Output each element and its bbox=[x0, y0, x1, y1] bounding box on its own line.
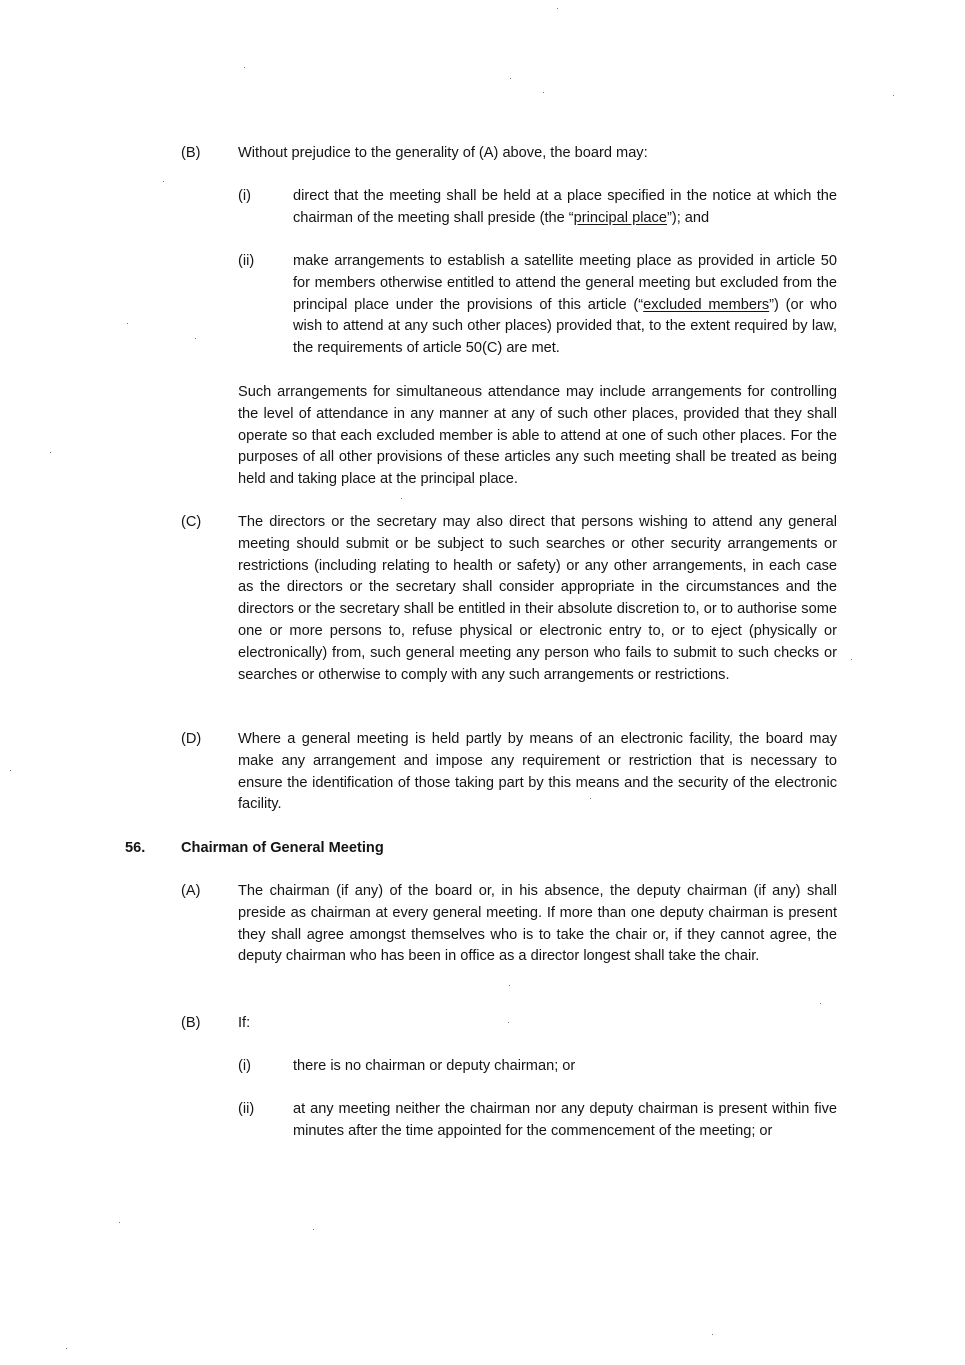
scan-speck bbox=[508, 1022, 509, 1023]
scan-speck bbox=[127, 323, 128, 324]
section-b-item-ii-pre: make arrangements to establish a satellite meeting place as provided in article 50 for members otherwise entitled to attend the general meeting but excluded from the principal place under the provisions of this article (“ bbox=[293, 253, 837, 313]
scan-speck bbox=[712, 1334, 713, 1335]
scan-speck bbox=[401, 498, 402, 499]
section-c-label: (C) bbox=[181, 514, 202, 530]
section-c-text: The directors or the secretary may also direct that persons wishing to attend any general meeting should submit or be subject to such searches or other security arrangements or restrictions (including relating to health or safety) or any other arrangements, in each case as the directors or the secretary shall consider appropriate in the circumstances and the directors or the secretary shall be entitled in their absolute discretion to, or to authorise some one or more persons to, refuse physical or electronic entry to, or to eject (physically or electronically) from, such general meeting any person who fails to submit to such checks or searches or otherwise to comply with any such arrangements or restrictions. bbox=[238, 514, 837, 683]
scan-speck bbox=[66, 1348, 67, 1349]
section-d-label: (D) bbox=[181, 731, 202, 747]
scan-speck bbox=[195, 338, 196, 339]
scan-speck bbox=[163, 181, 164, 182]
section-b-item-i-post: ”); and bbox=[666, 209, 710, 226]
section-b-item-i-text bbox=[293, 186, 837, 230]
scan-speck bbox=[313, 1229, 314, 1230]
article-56-b-label: (B) bbox=[181, 1015, 201, 1031]
article-56-b-item-ii-label: (ii) bbox=[238, 1101, 255, 1117]
scan-speck bbox=[510, 78, 511, 79]
section-d-text: Where a general meeting is held partly by means of an electronic facility, the board may make any arrangement and impose any requirement or restriction that is necessary to ensure the identification of those taking part by this means and the security of the electronic facility. bbox=[238, 731, 837, 813]
scan-speck bbox=[119, 1222, 120, 1223]
scan-speck bbox=[50, 452, 51, 453]
section-b-item-ii-label: (ii) bbox=[238, 253, 255, 269]
scan-speck bbox=[509, 985, 510, 986]
section-b-item-ii-post: ”) (or who wish to attend at any such other places) provided that, to the extent required by law, the requirements of article 50(C) are met. bbox=[293, 296, 837, 357]
scan-speck bbox=[851, 659, 852, 660]
article-56-a-label: (A) bbox=[181, 883, 201, 899]
section-b-item-i-label: (i) bbox=[238, 188, 251, 204]
scan-speck bbox=[820, 1003, 821, 1004]
section-b-item-ii-text bbox=[293, 251, 837, 360]
scan-speck bbox=[557, 8, 558, 9]
article-number: 56. bbox=[125, 840, 146, 856]
scan-speck bbox=[893, 95, 894, 96]
article-56-b-item-ii-text: at any meeting neither the chairman nor any deputy chairman is present within five minutes after the time appointed for the commencement of the meeting; or bbox=[293, 1101, 837, 1139]
section-b-item-i-pre: direct that the meeting shall be held at a place specified in the notice at which the chairman of the meeting shall preside (the “ bbox=[293, 188, 837, 226]
article-56-b-item-i-label: (i) bbox=[238, 1058, 251, 1074]
scan-speck bbox=[590, 798, 591, 799]
section-b-label: (B) bbox=[181, 145, 201, 161]
defined-term-excluded-members: excluded members bbox=[643, 296, 770, 313]
article-56-a-text: The chairman (if any) of the board or, in his absence, the deputy chairman (if any) shall preside as chairman at every general meeting. If more than one deputy chairman is present they shall agree amongst themselves who is to take the chair or, if they cannot agree, the deputy chairman who has been in office as a director longest shall take the chair. bbox=[238, 883, 837, 965]
defined-term-principal-place: principal place bbox=[573, 209, 667, 226]
scan-speck bbox=[543, 92, 544, 93]
scan-speck bbox=[244, 67, 245, 68]
article-56-b-item-i-text: there is no chairman or deputy chairman; or bbox=[293, 1058, 576, 1074]
article-title: Chairman of General Meeting bbox=[181, 840, 384, 856]
section-b-closing-paragraph: Such arrangements for simultaneous attendance may include arrangements for controlling the level of attendance in any manner at any of such other places, provided that they shall operate so that each excluded member is able to attend at one of such other places. For the purposes of all other provisions of these articles any such meeting shall be treated as being held and taking place at the principal place. bbox=[238, 384, 837, 488]
section-b-intro: Without prejudice to the generality of (A) above, the board may: bbox=[238, 145, 648, 161]
scan-speck bbox=[10, 770, 11, 771]
article-56-b-intro: If: bbox=[238, 1015, 251, 1031]
